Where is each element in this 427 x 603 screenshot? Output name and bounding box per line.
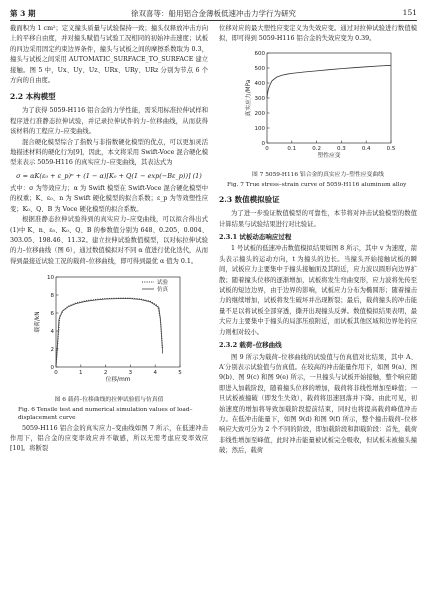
y-tick-label: 100: [254, 125, 265, 132]
paragraph: 为了获得 5059-H116 铝合金的力学性能，需采用标准拉伸试样和程序进行准静态拉伸试验，并记录拉伸试件的力–位移曲线，从而获得该材料的工程应力–应变曲线。: [10, 107, 208, 136]
header-rule: [10, 20, 417, 21]
paragraph: 为了进一步验证数值模型的可靠性，本节将对冲击试验模型的数值计算结果与试验结果进行对比验证。: [219, 210, 417, 228]
y-tick-label: 0: [50, 365, 54, 372]
paragraph: 图 9 所示为载荷–位移曲线的试验值与仿真值对比结果，其中 A、A′分别表示试验值与仿真值。在较高的冲击能量作用下，如图 9(a)、图 9(b)、图 9(c) 和图 9(e) 所示，一旦撞头与试板开始接触，整个响应随即进入加载阶段，随着撞头位移的增加，载荷将非线性增加至峰值；一旦试板被撞破（即发生失效），载荷将迅速回落并下降。由此可见，初始速度的增加将导致加载阶段提前结束，同时也将提高载荷峰值冲击力。在低冲击能量下，如图 9(d) 和图 9(f) 所示，整个撞击载荷–位移响应大致可分为 2 个不同的阶段，即加载阶段和卸载阶段：首先，载荷非线性增加至峰值，此时冲击能量被试板完全吸收，但试板未被撞头撞破；然后，载荷: [219, 353, 417, 455]
legend-label: 试验: [157, 280, 169, 287]
fig7-chart: [219, 47, 417, 165]
x-tick-label: 0.5: [386, 145, 396, 152]
figure-caption: 图 6 载荷–位移曲线的拉伸试验值与仿真值: [54, 396, 164, 403]
series-line: [267, 65, 391, 98]
subsection-heading: 2.3.1 试板动态响应过程: [219, 233, 292, 242]
x-tick-label: 2: [103, 370, 108, 377]
paragraph: 式中：σ 为等效应力；α 为 Swift 模型在 Swift-Voce 混合硬化模型中的权重；K、ε₀、n 为 Swift 硬化模型的拟合系数；ε_p 为等效塑性应变；K₀、Q、B 为 Voce 硬化模型的拟合系数。: [10, 184, 208, 213]
y-tick-label: 4: [50, 329, 54, 336]
x-tick-label: 0.4: [361, 145, 371, 152]
series-line: [56, 298, 163, 367]
figure-caption-en: Fig. 6 Tensile test and numerical simulation values of load–displacement curve: [18, 406, 193, 421]
page-number: 151: [402, 8, 417, 17]
x-axis-label: 位移/mm: [105, 377, 131, 384]
y-tick-label: 400: [254, 80, 265, 87]
y-tick-label: 500: [254, 65, 265, 72]
figure-7: [219, 47, 417, 189]
running-title: 徐双喜等：船用铝合金薄板低速冲击力学行为研究: [131, 9, 296, 18]
paragraph: 截面积为 1 cm²；定义撞头质量与试验保持一致；撞头仅释放冲击方向上的平移自由度，并对撞头赋值与试验工况相同的初始冲击速度；试板的四边采用固定约束边界条件，撞头与试板之间的摩擦系数取为 0.3，撞头与试板之间采用 AUTOMATIC_SURFACE_TO_SURFACE 建立接触。图 5 中，Ux、Uy、Uz、URx、URy、URz 分别为节点 6 个方向的自由度。: [10, 25, 208, 85]
x-tick-label: 0: [265, 145, 269, 152]
equation: σ = αK(ε₀ + ε_p)ⁿ + (1 − α)[K₀ + Q(1 − exp(−Bε_p))] (1): [16, 171, 202, 180]
x-tick-label: 4: [153, 370, 157, 377]
y-tick-label: 10: [47, 275, 54, 282]
paragraph: 1 号试板的低速冲击数值模拟结果如图 8 所示，其中 v 为速度，箭头表示撞头的运动方向，t 为撞头的边长。当撞头开始接触试板的瞬间，试板应力主要集中于撞头接触面及其附近，应力波以圆形向边界扩散；随着撞头位移的逐渐增加，试板将发生弯曲变形，应力波将先传至试板的短边边界，由于边界的影响，试板应力分布为椭圆形；随着撞击力的继续增加，试板将发生破坏并出现断裂；最后，载荷撞头的冲击能量不足以将试板全部穿透，撕开出现撞头反弹。数值模拟结果表明，最大应力主要集中于撞头的局部压痕附近，而试板其他区域和边界处的应力则相对较小。: [219, 245, 417, 336]
fig6-chart: [10, 271, 208, 389]
y-tick-label: 2: [50, 347, 54, 354]
left-column: [10, 24, 208, 455]
paragraph: 根据准静态拉伸试验得到的真实应力–应变曲线，可以拟合得出式(1)中 K、n、ε₀、K₀、Q、B 的参数值分别为 648、0.205、0.004、303.05、198.46、11.32。建立拉伸试验数值模型，以对标拉伸试验的力–位移曲线（图 6），通过数值模拟对不同 α 值进行优化迭代，从而得到最接近试验工况的载荷–位移曲线，即可得到最优 α 值为 0.1。: [10, 216, 208, 265]
legend-label: 仿真: [157, 287, 169, 294]
subsection-heading: 2.3.2 载荷–位移曲线: [219, 341, 282, 350]
figure-6: [10, 271, 208, 421]
x-tick-label: 5: [178, 370, 182, 377]
y-tick-label: 200: [254, 110, 265, 117]
page-header: [10, 6, 417, 20]
x-tick-label: 0.1: [287, 145, 297, 152]
y-axis-label: 载荷/kN: [35, 311, 41, 333]
paragraph: 5059-H116 铝合金的真实应力–变曲线如图 7 所示，在低速冲击作用下，铝合金的应变率效应并不敏感，所以无需考虑应变率效应[10]。将断裂: [10, 424, 208, 453]
y-tick-label: 300: [254, 95, 265, 102]
paragraph: 混合硬化模型综合了指数与非指数硬化模型的优点，可以更加灵活地描述材料的硬化行为[9]，因此，本文将采用 Swift-Voce 混合硬化模型来表示 5059-H116 的真实应力–应变曲线，其表达式为: [10, 138, 208, 167]
y-tick-label: 0: [261, 140, 265, 147]
section-heading: 2.3 数值模拟验证: [219, 195, 280, 205]
figure-caption-en: Fig. 7 True stress–strain curve of 5059-H116 aluminum alloy: [227, 182, 407, 189]
x-tick-label: 1: [79, 370, 83, 377]
x-tick-label: 0.2: [312, 145, 321, 152]
series-line: [56, 299, 163, 367]
x-tick-label: 3: [128, 370, 133, 377]
issue-label: 第 3 期: [10, 9, 36, 18]
y-tick-label: 6: [50, 311, 54, 318]
y-tick-label: 8: [50, 293, 54, 300]
x-tick-label: 0.3: [337, 145, 346, 152]
y-tick-label: 600: [254, 50, 265, 57]
right-column: [219, 24, 417, 457]
section-heading: 2.2 本构模型: [10, 92, 56, 102]
paragraph: 位移对应的最大塑性应变定义为失效应变。通过对拉伸试验进行数值模拟，即可得到 5059-H116 铝合金的失效应变为 0.39。: [219, 25, 417, 43]
x-tick-label: 0: [54, 370, 58, 377]
y-axis-label: 真实应力/MPa: [246, 79, 252, 117]
x-axis-label: 塑性应变: [317, 152, 341, 159]
figure-caption: 图 7 5059-H116 铝合金的真实应力–塑性应变曲线: [252, 172, 384, 179]
